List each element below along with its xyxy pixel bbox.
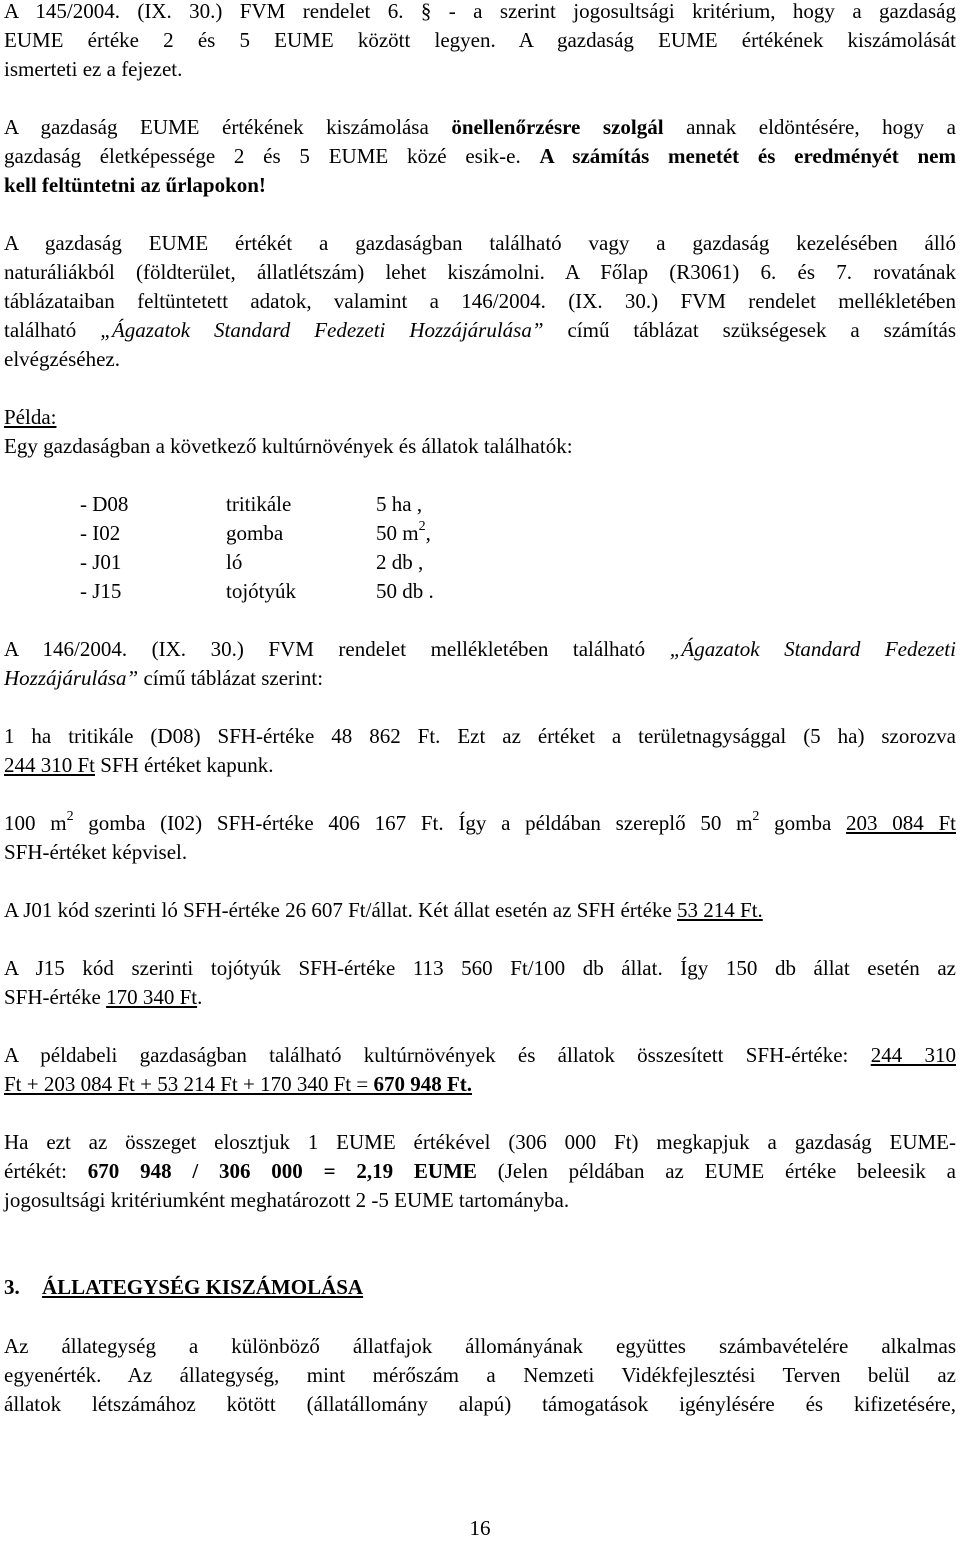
d08-paragraph bbox=[4, 722, 956, 780]
section-heading bbox=[4, 1273, 904, 1302]
text-line: naturáliákból (földterület, állatlétszám) lehet kiszámolni. A Főlap (R3061) 6. és 7. rovatának bbox=[4, 260, 956, 284]
text-line: 244 310 Ft SFH értéket kapunk. bbox=[4, 753, 274, 777]
text-line: A J01 kód szerinti ló SFH-értéke 26 607 Ft/állat. Két állat esetén az SFH értéke 53 214 Ft. bbox=[4, 898, 763, 922]
text-line: A J15 kód szerinti tojótyúk SFH-értéke 113 560 Ft/100 db állat. Így 150 db állat esetén az bbox=[4, 956, 956, 980]
text-line: jogosultsági kritériumként meghatározott 2 -5 EUME tartományba. bbox=[4, 1188, 570, 1212]
calculation-paragraph bbox=[4, 229, 956, 374]
intro-paragraph bbox=[4, 0, 956, 84]
table-row: - J01 ló 2 db , bbox=[80, 550, 424, 574]
text-line: Ha ezt az összeget elosztjuk 1 EUME értékével (306 000 Ft) megkapjuk a gazdaság EUME- bbox=[4, 1130, 956, 1154]
page-number: 16 bbox=[469, 1516, 491, 1540]
example-section bbox=[4, 403, 956, 461]
text-line: állatok létszámához kötött (állatállomány alapú) támogatások igénylésére és kifizetésére, bbox=[4, 1392, 956, 1416]
text-line: A 146/2004. (IX. 30.) FVM rendelet mellékletében található „Ágazatok Standard Fedezeti bbox=[4, 637, 956, 661]
text-line: gazdaság életképessége 2 és 5 EUME közé esik-e. A számítás menetét és eredményét nem bbox=[4, 144, 956, 168]
text-line: táblázataiban feltüntetett adatok, valamint a 146/2004. (IX. 30.) FVM rendelet mellékletében bbox=[4, 289, 956, 313]
text-line: található „Ágazatok Standard Fedezeti Hozzájárulása” című táblázat szükségesek a számítás bbox=[4, 318, 956, 342]
i02-paragraph bbox=[4, 809, 956, 867]
section-number: 3. bbox=[4, 1275, 20, 1299]
text-line: SFH-értéket képvisel. bbox=[4, 840, 188, 864]
text-line: egyenérték. Az állategység, mint mérőszám a Nemzeti Vidékfejlesztési Terven belül az bbox=[4, 1363, 956, 1387]
j01-paragraph bbox=[4, 896, 956, 925]
text-line: értékét: 670 948 / 306 000 = 2,19 EUME (Jelen példában az EUME értéke beleesik a bbox=[4, 1159, 956, 1183]
text-line: Hozzájárulása” című táblázat szerint: bbox=[4, 666, 324, 690]
text-line: SFH-értéke 170 340 Ft. bbox=[4, 985, 203, 1009]
text-line: A példabeli gazdaságban található kultúrnövények és állatok összesített SFH-értéke: 244 310 bbox=[4, 1043, 957, 1067]
division-paragraph bbox=[4, 1128, 956, 1215]
text-line: 100 $m^2$ gomba (I02) SFH-értéke 406 167 Ft. Így a példában szereplő 50 $m^2$ gomba 203 084 Ft bbox=[4, 809, 956, 835]
table-row: - J15 tojótyúk 50 db . bbox=[80, 579, 434, 603]
text-line: A gazdaság EUME értékének kiszámolása önellenőrzésre szolgál annak eldöntésére, hogy a bbox=[4, 115, 956, 139]
total-paragraph bbox=[4, 1041, 956, 1099]
text-line: EUME értéke 2 és 5 EUME között legyen. A gazdaság EUME értékének kiszámolását bbox=[4, 28, 956, 52]
text-line: Az állategység a különböző állatfajok állományának együttes számbavételére alkalmas bbox=[4, 1334, 956, 1358]
text-line: A 145/2004. (IX. 30.) FVM rendelet 6. § - a szerint jogosultsági kritérium, hogy a gazdaság bbox=[4, 0, 956, 23]
text-line: A gazdaság EUME értékét a gazdaságban található vagy a gazdaság kezelésében álló bbox=[4, 231, 956, 255]
section-title: ÁLLATEGYSÉG KISZÁMOLÁSA bbox=[42, 1275, 364, 1299]
text-line: kell feltüntetni az űrlapokon! bbox=[4, 173, 266, 197]
text-line: Ft + 203 084 Ft + 53 214 Ft + 170 340 Ft = 670 948 Ft. bbox=[4, 1072, 473, 1096]
reference-paragraph bbox=[4, 635, 956, 693]
text-line: elvégzéséhez. bbox=[4, 347, 121, 371]
example-title: Példa: bbox=[4, 405, 57, 429]
j15-paragraph bbox=[4, 954, 956, 1012]
self-check-paragraph bbox=[4, 113, 956, 200]
example-intro: Egy gazdaságban a következő kultúrnövények és állatok találhatók: bbox=[4, 434, 573, 458]
text-line: 1 ha tritikále (D08) SFH-értéke 48 862 Ft. Ezt az értéket a területnagysággal (5 ha) szorozva bbox=[4, 724, 956, 748]
example-table bbox=[80, 490, 580, 606]
table-row: - D08 tritikále 5 ha , bbox=[80, 492, 423, 516]
table-row: - I02 gomba 50 $m^2$, bbox=[80, 519, 431, 545]
text-line: ismerteti ez a fejezet. bbox=[4, 57, 183, 81]
animal-unit-paragraph bbox=[4, 1332, 956, 1419]
